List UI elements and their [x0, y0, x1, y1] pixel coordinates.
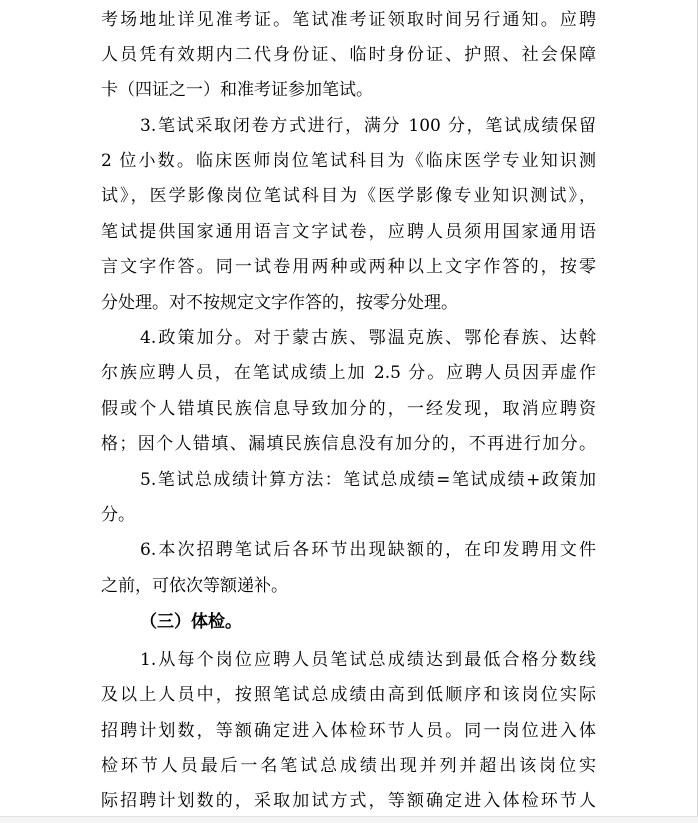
body-text-line: 人员凭有效期内二代身份证、临时身份证、护照、社会保障: [101, 45, 596, 65]
body-text-line: 笔试提供国家通用语言文字试卷，应聘人员须用国家通用语: [101, 222, 596, 242]
body-text-line: 1.从每个岗位应聘人员笔试总成绩达到最低合格分数线: [140, 650, 596, 670]
body-text-line: 分。: [101, 505, 135, 525]
body-text-line: 5.笔试总成绩计算方法：笔试总成绩=笔试成绩+政策加: [140, 470, 596, 490]
body-text-line: 言文字作答。同一试卷用两种或两种以上文字作答的，按零: [101, 257, 596, 277]
body-text-line: 假或个人错填民族信息导致加分的，一经发现，取消应聘资: [101, 399, 596, 419]
body-text-line: 4.政策加分。对于蒙古族、鄂温克族、鄂伦春族、达斡: [140, 328, 596, 348]
body-text-line: 格；因个人错填、漏填民族信息没有加分的，不再进行加分。: [101, 434, 596, 454]
body-text-line: 3.笔试采取闭卷方式进行，满分 100 分，笔试成绩保留: [140, 116, 596, 136]
body-text-line: 检环节人员最后一名笔试总成绩出现并列并超出该岗位实: [101, 756, 596, 776]
body-text-line: 卡（四证之一）和准考证参加笔试。: [101, 80, 373, 100]
body-text-line: 尔族应聘人员，在笔试成绩上加 2.5 分。应聘人员因弄虚作: [101, 363, 596, 383]
body-text-line: 之前，可依次等额递补。: [101, 576, 288, 596]
body-text-line: 分处理。对不按规定文字作答的，按零分处理。: [101, 293, 458, 313]
body-text-line: 考场地址详见准考证。笔试准考证领取时间另行通知。应聘: [101, 10, 596, 30]
body-text-line: 及以上人员中，按照笔试总成绩由高到低顺序和该岗位实际: [101, 685, 596, 705]
body-text-line: 际招聘计划数的，采取加试方式，等额确定进入体检环节人: [101, 791, 596, 811]
body-text-line: 2 位小数。临床医师岗位笔试科目为《临床医学专业知识测: [101, 151, 596, 171]
body-text-line: 招聘计划数，等额确定进入体检环节人员。同一岗位进入体: [101, 721, 596, 741]
section-heading: （三）体检。: [140, 612, 242, 632]
body-text-line: 6.本次招聘笔试后各环节出现缺额的，在印发聘用文件: [140, 540, 596, 560]
body-text-line: 试》，医学影像岗位笔试科目为《医学影像专业知识测试》，: [101, 186, 596, 206]
